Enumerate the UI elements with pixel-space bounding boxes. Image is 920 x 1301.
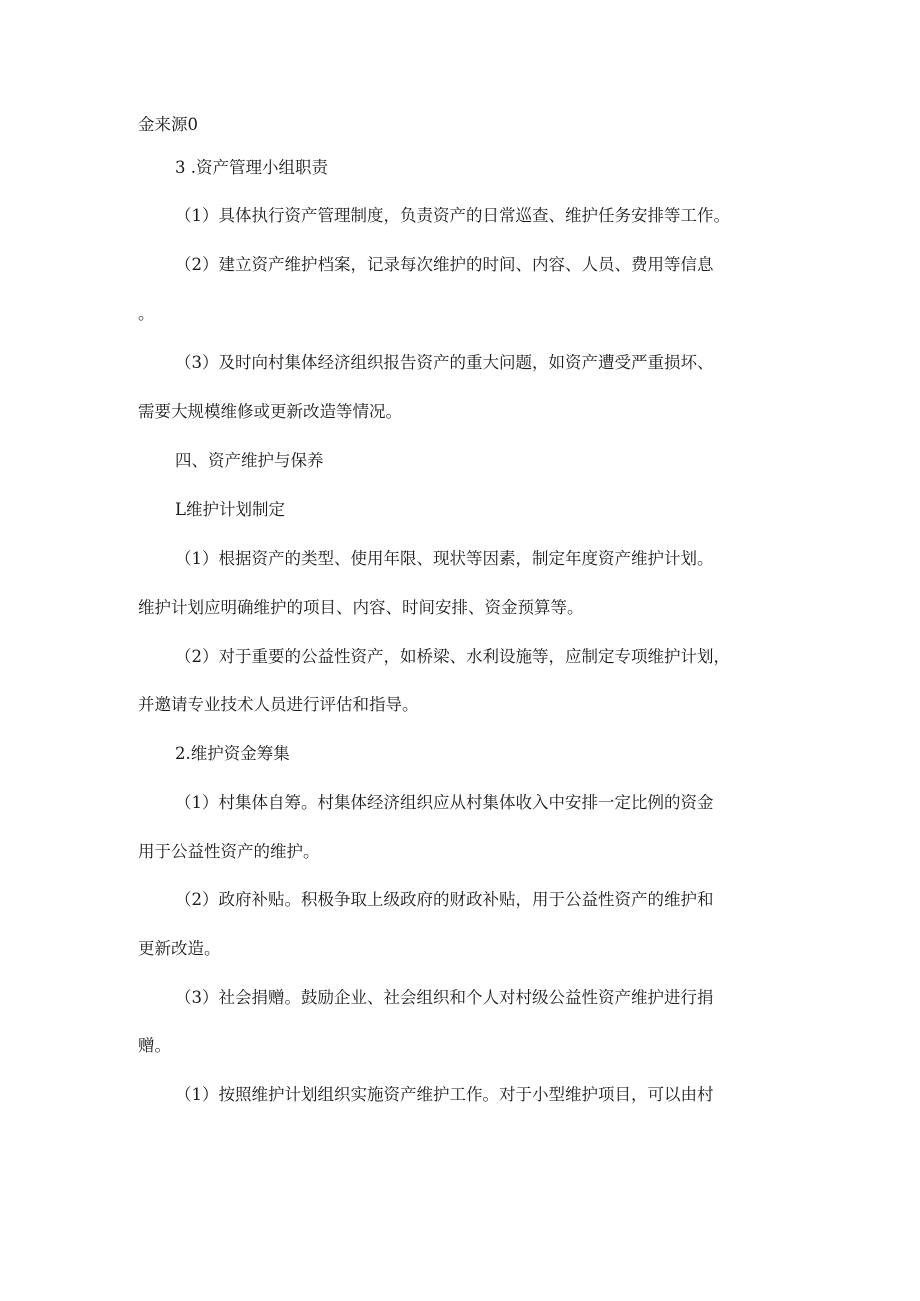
text-line: （2）建立资产维护档案，记录每次维护的时间、内容、人员、费用等信息 — [175, 255, 714, 274]
text-line: （1）具体执行资产管理制度，负责资产的日常巡查、维护任务安排等工作。 — [175, 206, 730, 225]
text-line: （1）村集体自筹。村集体经济组织应从村集体收入中安排一定比例的资金 — [175, 793, 714, 812]
text-line: 需要大规模维修或更新改造等情况。 — [138, 402, 402, 421]
text-line: 更新改造。 — [138, 939, 221, 958]
text-line: 并邀请专业技术人员进行评估和指导。 — [138, 695, 419, 714]
text-line: （3）及时向村集体经济组织报告资产的重大问题，如资产遭受严重损坏、 — [175, 353, 714, 372]
text-line-fund-source-tail: 金来源0 — [138, 115, 198, 134]
text-line: （1）按照维护计划组织实施资产维护工作。对于小型维护项目，可以由村 — [175, 1085, 714, 1104]
text-line: （3）社会捐赠。鼓励企业、社会组织和个人对村级公益性资产维护进行捐 — [175, 988, 714, 1007]
text-line: （2）政府补贴。积极争取上级政府的财政补贴，用于公益性资产的维护和 — [175, 890, 714, 909]
text-line: 赠。 — [138, 1036, 171, 1055]
heading-section-four: 四、资产维护与保养 — [175, 451, 324, 470]
heading-maintenance-funding: 2.维护资金筹集 — [175, 744, 290, 763]
heading-maintenance-plan: L维护计划制定 — [175, 500, 285, 519]
text-line: （2）对于重要的公益性资产，如桥梁、水利设施等，应制定专项维护计划， — [175, 647, 730, 666]
text-line: （1）根据资产的类型、使用年限、现状等因素，制定年度资产维护计划。 — [175, 549, 714, 568]
text-line: 维护计划应明确维护的项目、内容、时间安排、资金预算等。 — [138, 598, 584, 617]
text-line: 用于公益性资产的维护。 — [138, 842, 320, 861]
text-line: 。 — [138, 304, 155, 323]
heading-asset-team-duties: 3 .资产管理小组职责 — [175, 158, 328, 177]
